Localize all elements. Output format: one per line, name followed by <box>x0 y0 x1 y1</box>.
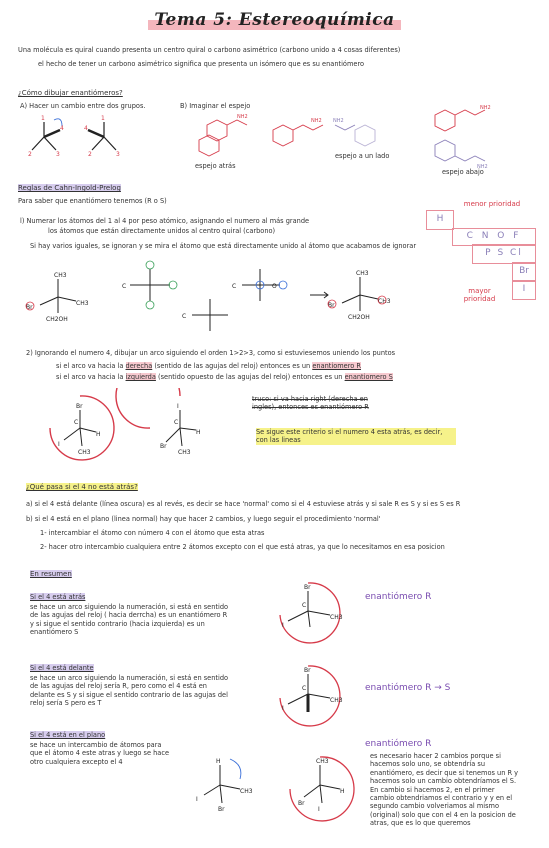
atom-label: Br <box>304 667 311 674</box>
summary-s3-text: se hace un intercambio de átomos para que el átomo 4 este atras y luego se hace otro cualquiera excepto el 4 <box>30 741 170 766</box>
atom-label: Br <box>26 304 33 311</box>
rules-step2: 2) Ignorando el numero 4, dibujar un arco siguiendo el orden 1>2>3, como si estuviesemos uniendo los puntos <box>26 349 396 357</box>
rule-highlight: enantiomero S <box>344 373 393 381</box>
notback-b2: 2- hacer otro intercambio cualquiera entre 2 átomos excepto con el que está atras, ya que lo necesitamos en esa posicion <box>40 543 445 551</box>
atom-label: Br <box>304 584 311 591</box>
summary-s2-result: enantiómero R → S <box>365 683 451 693</box>
method-b-label: B) Imaginar el espejo <box>180 102 251 110</box>
priority-text: H <box>436 214 444 224</box>
priority-text: I <box>522 284 526 294</box>
summary-diagram-2 <box>250 660 360 730</box>
notback-b: b) si el 4 está en el plano (linea normal) hay que hacer 2 cambios, y luego seguir el procedimiento 'normal' <box>26 515 381 523</box>
rules-intro: Para saber que enantiómero tenemos (R o S) <box>18 197 167 205</box>
summary-diagram-3 <box>190 745 370 835</box>
numbering-example-diagram <box>10 255 420 345</box>
rule-text: si el arco va hacia la <box>56 373 126 381</box>
atom-label: CH3 <box>54 272 67 279</box>
rules-step1-c: Si hay varios iguales, se ignoran y se mira el átomo que está directamente unido al átomo que acabamos de ignorar <box>30 242 417 250</box>
atom-label: CH2OH <box>46 316 68 323</box>
trick-note <box>252 395 372 412</box>
notback-a: a) si el 4 está delante (línea oscura) es al revés, es decir se hace 'normal' como si el 4 estuviese atrás y si sale R es S y si es S es R <box>26 500 461 508</box>
intro-line-1: Una molécula es quiral cuando presenta un centro quiral o carbono asimétrico (carbono unido a 4 cosas diferentes) <box>18 46 401 54</box>
summary-s3-title: Si el 4 está en el plano <box>30 731 106 739</box>
atom-label: CH3 <box>378 298 391 305</box>
rule-highlight: derecha <box>125 362 153 370</box>
rules-step1-a: l) Numerar los átomos del 1 al 4 por peso atómico, asignando el numero al más grande <box>20 217 310 225</box>
atom-label: I <box>318 806 320 813</box>
atom-label: I <box>196 796 198 803</box>
draw-heading: ¿Cómo dibujar enantiómeros? <box>18 89 123 97</box>
atom-label: Br <box>298 800 305 807</box>
rule-highlight: izquierda <box>125 373 156 381</box>
caption-espejo-atras: espejo atrás <box>195 162 236 170</box>
atom-label: Br <box>160 443 167 450</box>
priority-cell-h <box>426 210 454 230</box>
summary-s1-result: enantiómero R <box>365 592 432 602</box>
atom-label: CH3 <box>240 788 253 795</box>
nh2-label: NH2 <box>311 118 322 124</box>
atom-label: C <box>122 283 127 290</box>
atom-label: Br <box>328 302 335 309</box>
svg-text:4: 4 <box>60 125 64 132</box>
method-a-label: A) Hacer un cambio entre dos grupos. <box>20 102 146 110</box>
nh2-label: NH2 <box>477 164 488 170</box>
svg-text:1: 1 <box>41 115 45 122</box>
atom-label: CH3 <box>330 697 343 704</box>
priority-text: Br <box>519 266 529 276</box>
rules-heading: Reglas de Cahn-Ingold-Prelog <box>18 184 121 192</box>
caption-espejo-abajo: espejo abajo <box>442 168 484 176</box>
atom-label: CH3 <box>178 449 191 456</box>
atom-label: C <box>302 685 307 692</box>
page-title: Tema 5: Estereoquímica <box>0 10 549 30</box>
notback-heading: ¿Qué pasa si el 4 no está atrás? <box>26 483 138 491</box>
atom-label: C <box>232 283 237 290</box>
trick-text: truco: si va hacia right (derecha en ingles), entonces es enantiómero R <box>252 395 369 412</box>
swap-example-diagram <box>14 112 174 167</box>
rule-s <box>56 373 393 381</box>
atom-label: CH3 <box>330 614 343 621</box>
atom-label: C <box>182 313 187 320</box>
atom-label: CH3 <box>78 449 91 456</box>
atom-label: Br <box>76 403 83 410</box>
nh2-label: NH2 <box>480 105 491 111</box>
summary-s1-title: Si el 4 está atrás <box>30 593 86 601</box>
svg-text:1: 1 <box>101 115 105 122</box>
rule-text: (sentido opuesto de las agujas del reloj) entonces es un <box>155 373 345 381</box>
summary-s3-result: enantiómero R <box>365 739 432 749</box>
svg-text:3: 3 <box>56 151 60 158</box>
atom-label: I <box>177 403 179 410</box>
mirror-below-diagram <box>425 100 505 175</box>
rule-text: (sentido de las agujas del reloj) entonces es un <box>152 362 313 370</box>
nh2-label: NH2 <box>333 118 344 124</box>
svg-text:2: 2 <box>28 151 32 158</box>
summary-s2-text: se hace un arco siguiendo la numeración, si está en sentido de las agujas del reloj sería R, pero como el 4 está en delante es S y si sigue el sentido contrario de las agujas del reloj sería S pero es T <box>30 674 229 708</box>
atom-label: H <box>216 758 221 765</box>
arc-rule-diagram <box>10 388 240 483</box>
priority-menor: menor prioridad <box>463 200 521 208</box>
atom-label: H <box>96 431 101 438</box>
priority-row-i <box>512 280 536 300</box>
svg-text:2: 2 <box>88 151 92 158</box>
priority-row-br <box>512 262 536 282</box>
nh2-label: NH2 <box>237 114 248 120</box>
atom-label: I <box>58 441 60 448</box>
rules-step1-b: los átomos que están directamente unidos al centro quiral (carbono) <box>48 227 276 235</box>
priority-mayor: mayor prioridad <box>463 287 496 304</box>
rule-r <box>56 362 361 370</box>
priority-text: P S Cl <box>485 248 523 258</box>
atom-label: Br <box>218 806 225 813</box>
atom-label: H <box>340 788 345 795</box>
rule-highlight: enantiomero R <box>312 362 361 370</box>
summary-s2-title: Si el 4 está delante <box>30 664 94 672</box>
svg-text:4: 4 <box>84 125 88 132</box>
atom-label: CH3 <box>356 270 369 277</box>
criterion-note: Se sigue este criterio si el numero 4 esta atrás, es decir, con las lineas <box>256 428 456 445</box>
priority-text: C N O F <box>466 231 522 241</box>
caption-espejo-lado: espejo a un lado <box>335 152 390 160</box>
atom-label: CH3 <box>76 300 89 307</box>
summary-s1-text: se hace un arco siguiendo la numeración, si está en sentido de las agujas del reloj ( hacia derrcha) es un enantiómero R y si sigue el sentido contrario (hacia izquierda) es un enantiómero S <box>30 603 229 637</box>
atom-label: C <box>174 419 179 426</box>
atom-label: CH2OH <box>348 314 370 321</box>
intro-line-2: el hecho de tener un carbono asimétrico significa que presenta un isómero que es su enantiómero <box>38 60 365 68</box>
summary-heading: En resumen <box>30 570 72 578</box>
atom-label: CH3 <box>316 758 329 765</box>
atom-label: C <box>302 602 307 609</box>
priority-row-pscl <box>472 244 536 264</box>
rule-text: si el arco va hacia la <box>56 362 126 370</box>
atom-label: O <box>272 283 277 290</box>
atom-label: I <box>282 705 284 712</box>
atom-label: C <box>74 419 79 426</box>
svg-text:3: 3 <box>116 151 120 158</box>
notback-b1: 1- intercambiar el átomo con número 4 con el átomo que esta atras <box>40 529 265 537</box>
summary-s3-note: es necesario hacer 2 cambios porque si hacemos solo uno, se obtendría su enantiómero, es decir que si tenemos un R y hacemos solo un cambio obtendríamos el S. En cambio si hacemos 2, en el primer cambio obtendriamos el contrario y y en el segundo cambio volveriamos al mismo (original) solo que con el 4 en la posicion de atras, que es lo que queremos <box>370 752 519 828</box>
summary-diagram-1 <box>250 575 360 645</box>
atom-label: I <box>282 622 284 629</box>
atom-label: H <box>196 429 201 436</box>
